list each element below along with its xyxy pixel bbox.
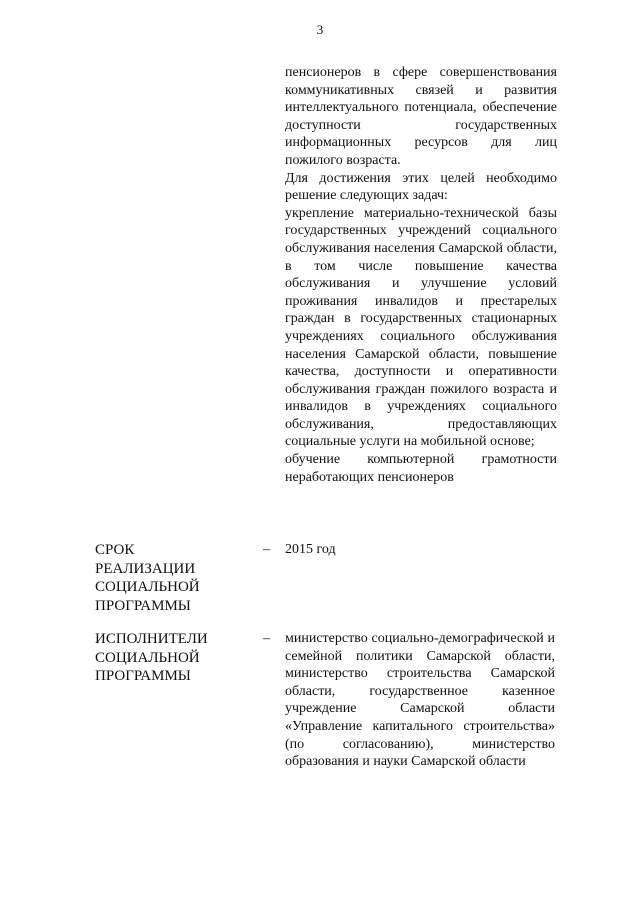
tasks-intro-paragraph: Для достижения этих целей необходимо решение следующих задач:	[285, 170, 557, 204]
program-term-value: 2015 год	[285, 542, 336, 557]
label-line: ИСПОЛНИТЕЛИ	[95, 631, 208, 647]
label-line: СОЦИАЛЬНОЙ	[95, 649, 200, 666]
label-line: ПРОГРАММЫ	[95, 668, 191, 685]
separator-dash: –	[263, 631, 270, 646]
program-executors-value: министерство социально-демографической и семейной политики Самарской области, министерство строительства Самарской области, государственное казенное учреждение Самарской области «Управление капитального строительства» (по согласованию), министерство образования и науки Самарской области	[285, 631, 555, 770]
program-executors-label	[95, 630, 235, 686]
task-item-infrastructure: укрепление материально-технической базы государственных учреждений социального обслуживания населения Самарской области, в том числе повышение качества обслуживания и улучшение условий проживания инвалидов и престарелых граждан в государственных стационарных учреждениях социального обслуживания населения Самарской области, повышение качества, доступности и оперативности обслуживания граждан пожилого возраста и инвалидов в учреждениях социального обслуживания, предоставляющих социальные услуги на мобильной основе;	[285, 205, 557, 450]
page-number: 3	[316, 22, 324, 37]
label-line: СРОК	[95, 542, 135, 558]
separator-dash: –	[263, 542, 270, 557]
task-item-computer-literacy: обучение компьютерной грамотности неработающих пенсионеров	[285, 452, 557, 485]
program-term-label	[95, 541, 235, 615]
label-line: ПРОГРАММЫ	[95, 597, 191, 614]
label-line: СОЦИАЛЬНОЙ	[95, 579, 200, 596]
goals-paragraph: пенсионеров в сфере совершенствования коммуникативных связей и развития интеллектуального потенциала, обеспечение доступности государственных информационных ресурсов для лиц пожилого возраста.	[285, 65, 557, 168]
label-line: РЕАЛИЗАЦИИ	[95, 560, 196, 577]
goals-and-tasks-text	[285, 64, 557, 486]
